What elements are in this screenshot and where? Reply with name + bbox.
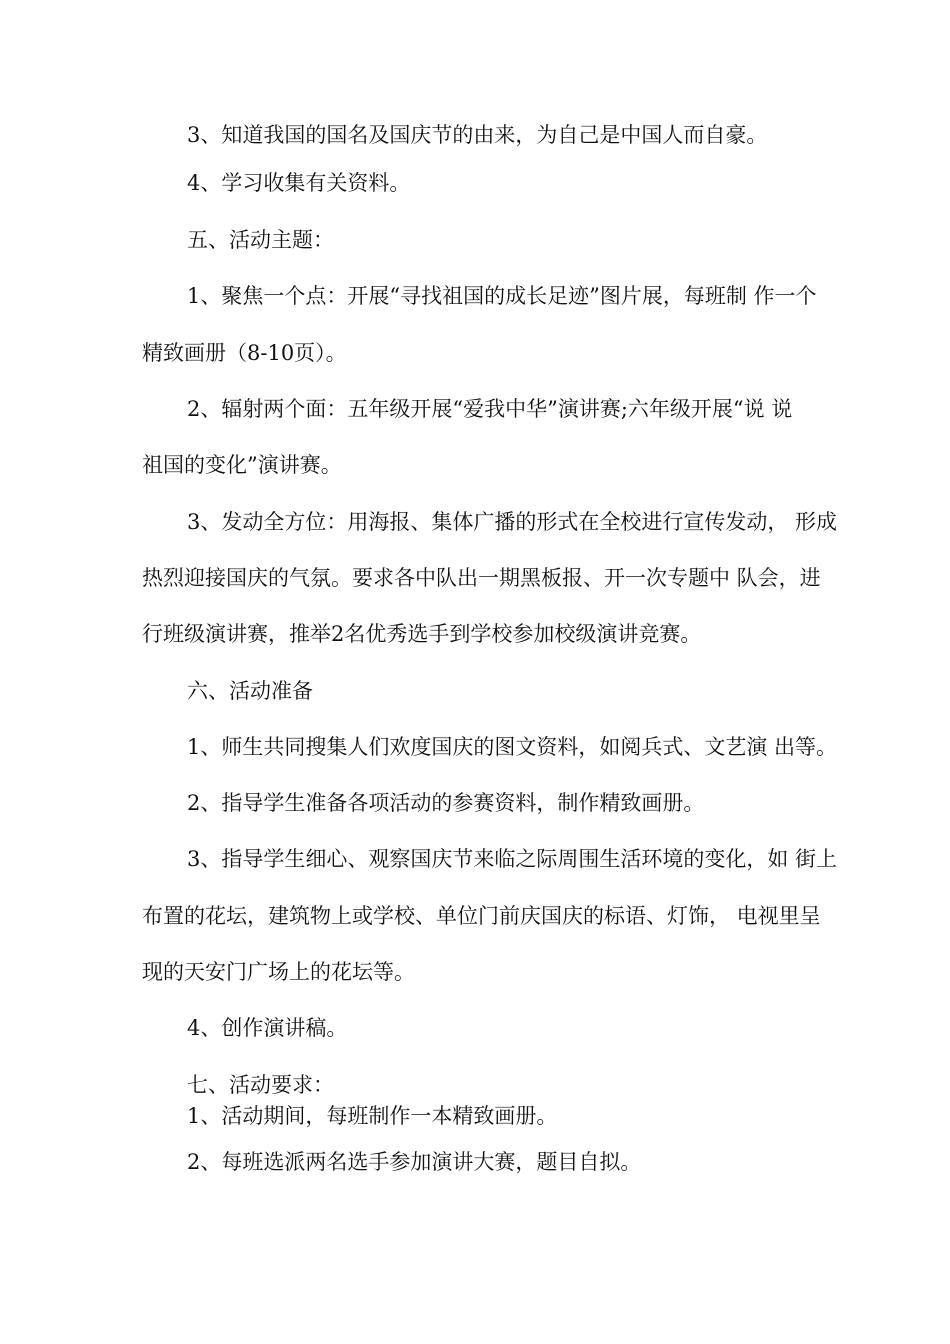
section-heading: 五、活动主题： bbox=[187, 228, 334, 252]
text-line: 2、指导学生准备各项活动的参赛资料，制作精致画册。 bbox=[187, 791, 705, 815]
text-line: 1、师生共同搜集人们欢度国庆的图文资料，如阅兵式、文艺演 出等。 bbox=[187, 735, 838, 759]
text-line: 祖国的变化”演讲赛。 bbox=[142, 453, 342, 477]
text-line: 2、辐射两个面：五年级开展“爱我中华”演讲赛;六年级开展“说 说 bbox=[187, 397, 793, 421]
section-heading: 六、活动准备 bbox=[187, 679, 313, 703]
text-line: 3、发动全方位：用海报、集体广播的形式在全校进行宣传发动， 形成 bbox=[187, 510, 838, 534]
section-heading: 七、活动要求： bbox=[187, 1073, 334, 1097]
text-line: 热烈迎接国庆的气氛。要求各中队出一期黑板报、开一次专题中 队会，进 bbox=[142, 566, 821, 590]
text-line: 现的天安门广场上的花坛等。 bbox=[142, 960, 415, 984]
text-line: 布置的花坛，建筑物上或学校、单位门前庆国庆的标语、灯饰， 电视里呈 bbox=[142, 904, 821, 928]
text-line: 3、知道我国的国名及国庆节的由来，为自己是中国人而自豪。 bbox=[187, 123, 768, 147]
text-line: 4、创作演讲稿。 bbox=[187, 1016, 348, 1040]
text-line: 行班级演讲赛，推举2名优秀选手到学校参加校级演讲竞赛。 bbox=[142, 622, 702, 646]
text-line: 4、学习收集有关资料。 bbox=[187, 171, 411, 195]
text-line: 1、聚焦一个点：开展“寻找祖国的成长足迹”图片展，每班制 作一个 bbox=[187, 284, 817, 308]
text-line: 1、活动期间，每班制作一本精致画册。 bbox=[187, 1104, 558, 1128]
text-line: 3、指导学生细心、观察国庆节来临之际周围生活环境的变化，如 街上 bbox=[187, 847, 838, 871]
text-line: 2、每班选派两名选手参加演讲大赛，题目自拟。 bbox=[187, 1150, 642, 1174]
text-line: 精致画册（8-10页）。 bbox=[142, 341, 347, 365]
